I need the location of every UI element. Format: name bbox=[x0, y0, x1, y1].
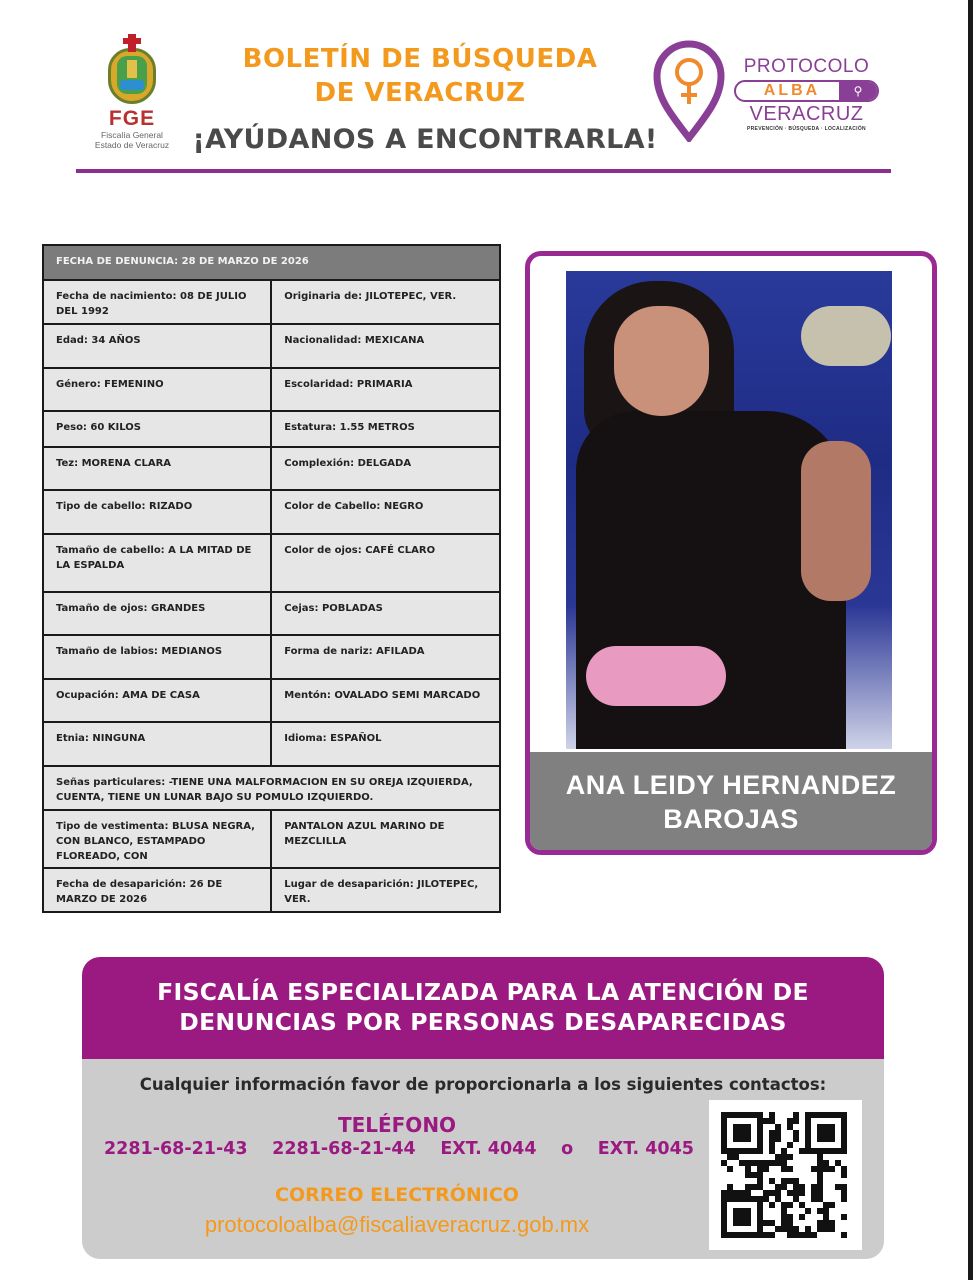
qr-code-icon[interactable] bbox=[709, 1100, 862, 1250]
table-row bbox=[44, 811, 499, 869]
clothing-cell: Tipo de vestimenta: BLUSA NEGRA, CON BLANCO, ESTAMPADO FLOREADO, CON bbox=[44, 811, 272, 867]
person-name-line-2: BAROJAS bbox=[663, 804, 799, 834]
email-label: CORREO ELECTRÓNICO bbox=[275, 1184, 519, 1206]
weight-cell: Peso: 60 KILOS bbox=[44, 412, 272, 446]
alba-tagline: PREVENCIÓN · BÚSQUEDA · LOCALIZACIÓN bbox=[747, 126, 866, 132]
chin-cell: Mentón: OVALADO SEMI MARCADO bbox=[284, 690, 481, 701]
person-name-line-1: ANA LEIDY HERNANDEZ bbox=[565, 770, 897, 800]
phone-1[interactable]: 2281-68-21-43 bbox=[104, 1139, 248, 1159]
table-row bbox=[44, 636, 499, 680]
extension-1: EXT. 4044 bbox=[440, 1139, 537, 1159]
table-row bbox=[44, 448, 499, 491]
header-divider bbox=[76, 169, 891, 173]
alba-word: ALBA bbox=[763, 82, 821, 99]
contact-intro: Cualquier información favor de proporcionarla a los siguientes contactos: bbox=[139, 1075, 827, 1094]
extension-2: EXT. 4045 bbox=[597, 1139, 694, 1159]
agency-line-2: DENUNCIAS POR PERSONAS DESAPARECIDAS bbox=[179, 1008, 787, 1036]
phone-numbers bbox=[104, 1139, 694, 1159]
female-symbol-pin-icon bbox=[652, 38, 726, 142]
fge-logo bbox=[84, 34, 180, 158]
table-row bbox=[44, 281, 499, 325]
nose-shape-cell: Forma de nariz: AFILADA bbox=[284, 646, 425, 657]
eye-size-cell: Tamaño de ojos: GRANDES bbox=[44, 593, 272, 634]
hair-length-cell: Tamaño de cabello: A LA MITAD DE LA ESPALDA bbox=[44, 535, 272, 591]
protocolo-alba-logo bbox=[652, 38, 882, 148]
fge-subtitle-1: Fiscalía General bbox=[101, 130, 163, 140]
build-cell: Complexión: DELGADA bbox=[284, 458, 412, 469]
agency-line-1: FISCALÍA ESPECIALIZADA PARA LA ATENCIÓN DE bbox=[157, 978, 809, 1006]
age-cell: Edad: 34 AÑOS bbox=[44, 325, 272, 367]
occupation-cell: Ocupación: AMA DE CASA bbox=[44, 680, 272, 721]
phone-label: TELÉFONO bbox=[337, 1113, 457, 1137]
person-info-table bbox=[42, 244, 501, 913]
missing-person-photo bbox=[566, 271, 892, 749]
table-row bbox=[44, 412, 499, 448]
gender-cell: Género: FEMENINO bbox=[44, 369, 272, 410]
table-row bbox=[44, 593, 499, 636]
hair-type-cell: Tipo de cabello: RIZADO bbox=[44, 491, 272, 533]
lip-size-cell: Tamaño de labios: MEDIANOS bbox=[44, 636, 272, 678]
table-row bbox=[44, 369, 499, 412]
search-icon: ⚲ bbox=[839, 82, 877, 100]
agency-banner bbox=[82, 957, 884, 1059]
fge-acronym: FGE bbox=[108, 107, 156, 130]
bulletin-title-line-1: BOLETÍN DE BÚSQUEDA bbox=[242, 44, 598, 74]
table-row bbox=[44, 680, 499, 723]
eyebrows-cell: Cejas: POBLADAS bbox=[284, 603, 383, 614]
table-row bbox=[44, 491, 499, 535]
missing-person-card bbox=[525, 251, 937, 855]
qr-code bbox=[721, 1112, 850, 1238]
table-row bbox=[44, 535, 499, 593]
nationality-cell: Nacionalidad: MEXICANA bbox=[284, 335, 425, 346]
phone-2[interactable]: 2281-68-21-44 bbox=[272, 1139, 416, 1159]
disappearance-date-cell: Fecha de desaparición: 26 DE MARZO DE 2026 bbox=[44, 869, 272, 911]
distinguishing-marks-cell: Señas particulares: -TIENE UNA MALFORMACION EN SU OREJA IZQUIERDA, CUENTA, TIENE UN LUNAR BAJO SU POMULO IZQUIERDO. bbox=[56, 777, 473, 803]
fge-subtitle-2: Estado de Veracruz bbox=[94, 140, 170, 150]
eye-color-cell: Color de ojos: CAFÉ CLARO bbox=[284, 545, 436, 556]
height-cell: Estatura: 1.55 METROS bbox=[284, 422, 415, 433]
origin-cell: Originaria de: JILOTEPEC, VER. bbox=[284, 291, 457, 302]
bulletin-title-line-2: DE VERACRUZ bbox=[314, 78, 526, 108]
report-date-header: FECHA DE DENUNCIA: 28 DE MARZO DE 2026 bbox=[44, 246, 499, 281]
veracruz-crest-icon bbox=[104, 34, 160, 106]
language-cell: Idioma: ESPAÑOL bbox=[284, 733, 382, 744]
birth-date-cell: Fecha de nacimiento: 08 DE JULIO DEL 1992 bbox=[44, 281, 272, 323]
table-row bbox=[44, 723, 499, 767]
alba-search-bar bbox=[734, 80, 879, 102]
skin-tone-cell: Tez: MORENA CLARA bbox=[44, 448, 272, 489]
pants-cell: PANTALON AZUL MARINO DE MEZCLILLA bbox=[284, 821, 445, 847]
table-row bbox=[44, 767, 499, 811]
table-row bbox=[44, 325, 499, 369]
table-row bbox=[44, 869, 499, 911]
person-name bbox=[530, 752, 932, 855]
extension-separator: o bbox=[561, 1139, 574, 1159]
help-find-heading: ¡AYÚDANOS A ENCONTRARLA! bbox=[192, 124, 658, 155]
alba-protocolo-text: PROTOCOLO bbox=[743, 56, 870, 77]
alba-veracruz-text: VERACRUZ bbox=[749, 103, 864, 125]
disappearance-place-cell: Lugar de desaparición: JILOTEPEC, VER. bbox=[284, 879, 479, 905]
schooling-cell: Escolaridad: PRIMARIA bbox=[284, 379, 413, 390]
ethnicity-cell: Etnia: NINGUNA bbox=[44, 723, 272, 765]
hair-color-cell: Color de Cabello: NEGRO bbox=[284, 501, 424, 512]
email-link[interactable]: protocoloalba@fiscaliaveracruz.gob.mx bbox=[204, 1212, 590, 1237]
contact-panel bbox=[82, 1059, 884, 1259]
page-edge bbox=[968, 0, 973, 1280]
